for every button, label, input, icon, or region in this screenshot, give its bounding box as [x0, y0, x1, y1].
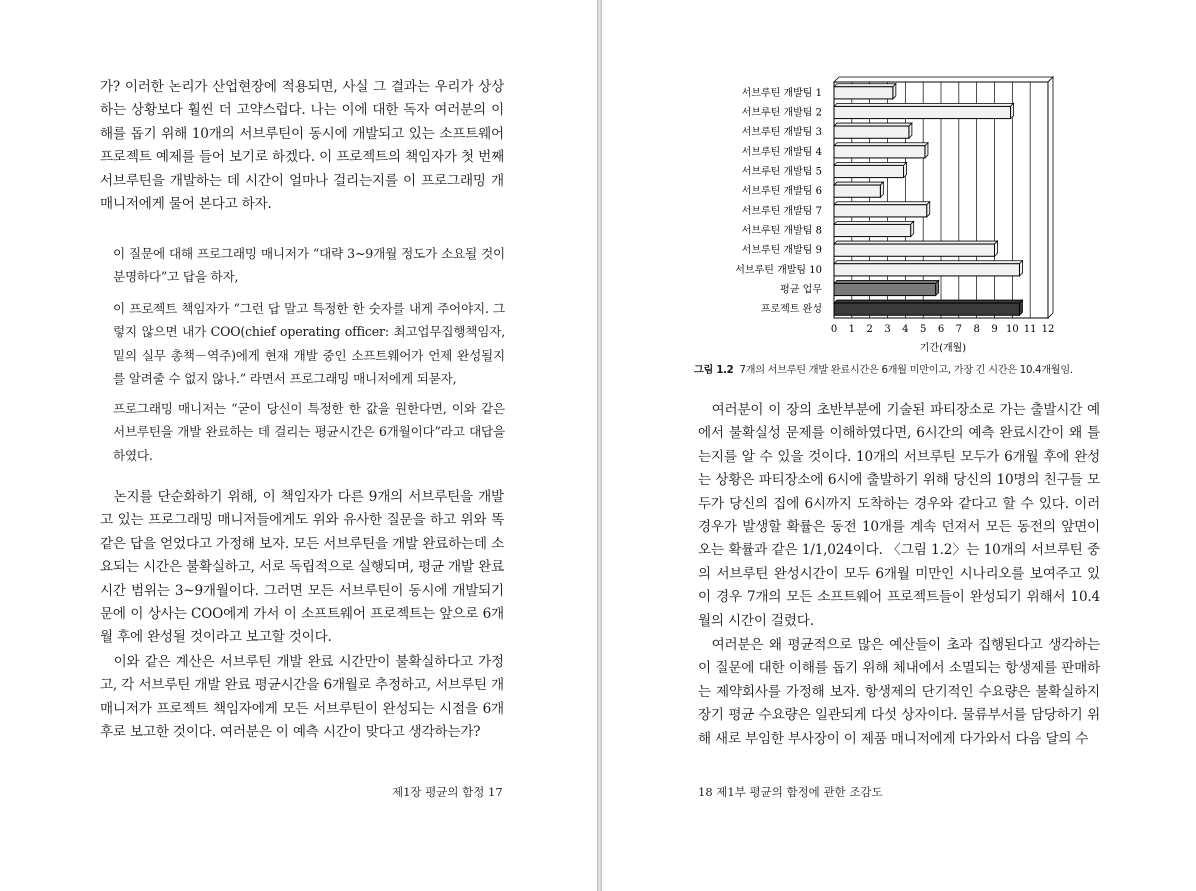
text-line: 는지를 알 수 있을 것이다. 10개의 서브루틴 모두가 6개월 후에 완성	[698, 448, 1100, 465]
x-tick-label: 4	[902, 324, 909, 335]
y-category-label: 프로젝트 완성	[760, 304, 822, 316]
x-tick-label: 10	[1005, 324, 1019, 335]
x-tick-label: 1	[848, 324, 856, 335]
y-category-label: 서브루틴 개발팀 8	[741, 225, 822, 237]
y-category-label: 서브루틴 개발팀 9	[741, 245, 822, 257]
text-line: 논지를 단순화하기 위해, 이 책임자가 다른 9개의 서브루틴을 개발	[113, 489, 504, 505]
text-line: 이 경우 7개의 모든 소프트웨어 프로젝트들이 완성되기 위해서 10.4	[698, 589, 1100, 606]
text-line: 같은 답을 얻었다고 가정해 보자. 모든 서브루틴을 개발 완료하는데 소	[100, 535, 504, 552]
bar	[834, 244, 995, 256]
text-line: 해를 돕기 위해 10개의 서브루틴이 동시에 개발되고 있는 소프트웨어	[100, 125, 504, 142]
text-line: 여러분이 이 장의 초반부분에 기술된 파티장소로 가는 출발시간 예	[711, 402, 1100, 418]
x-tick-label: 9	[991, 324, 998, 335]
x-tick-label: 7	[955, 324, 963, 335]
text-line: 분명하다”고 답을 하자,	[113, 269, 239, 285]
text-line: 해 새로 부임한 부사장이 이 제품 매니저에게 다가와서 다음 달의 수	[698, 730, 1089, 747]
x-tick-label: 3	[884, 324, 891, 335]
x-tick-label: 6	[937, 324, 945, 335]
left-paragraph-3	[100, 651, 504, 745]
y-category-label: 서브루틴 개발팀 6	[741, 186, 822, 198]
x-tick-label: 0	[830, 324, 838, 335]
x-tick-label: 11	[1023, 324, 1037, 335]
text-line: 매니저에게 물어 본다고 하자.	[100, 195, 272, 212]
text-line: 후로 보고한 것이다. 여러분은 이 예측 시간이 맞다고 생각하는가?	[100, 724, 481, 741]
bar	[834, 146, 925, 158]
text-line: 문에 이 상사는 COO에게 가서 이 소프트웨어 프로젝트는 앞으로 6개	[100, 605, 504, 622]
chart-side-wall	[1048, 77, 1053, 318]
left-page-footer: 제1장 평균의 함정 17	[392, 785, 503, 799]
text-line: 에서 불확실성 문제를 이해하였다면, 6시간의 예측 완료시간이 왜 틀	[698, 425, 1100, 442]
y-category-label: 서브루틴 개발팀 3	[741, 127, 822, 139]
text-line: 장기 평균 수요량은 일관되게 다섯 상자이다. 물류부서를 담당하기 위	[698, 707, 1100, 724]
text-line: 이 질문에 대한 이해를 돕기 위해 체내에서 소멸되는 항생제를 판매하	[698, 660, 1100, 677]
text-line: 시간 범위는 3~9개월이다. 그러면 모든 서브루틴이 동시에 개발되기	[100, 582, 504, 599]
figure-caption	[694, 361, 1114, 376]
text-line: 프로그래밍 매니저는 “굳이 당신이 특정한 한 값을 원한다면, 이와 같은	[113, 401, 505, 416]
text-line: 두가 당신의 집에 6시까지 도착하는 경우와 같다고 할 수 있다. 이러	[698, 495, 1100, 512]
bar	[834, 126, 909, 138]
text-line: 하였다.	[113, 447, 153, 463]
text-line: 고 있는 프로그래밍 매니저들에게도 위와 유사한 질문을 하고 위와 똑	[100, 512, 504, 529]
x-tick-label: 8	[973, 324, 980, 335]
left-quote-3	[113, 397, 505, 467]
bar	[834, 185, 880, 197]
text-line: 밑의 실무 총책－역주)에게 현재 개발 중인 소프트웨어가 언제 완성될지	[113, 347, 505, 363]
left-quote-1	[113, 242, 505, 289]
text-line: 하는 상황보다 훨씬 더 고약스럽다. 나는 이에 대한 독자 여러분의 이	[100, 102, 504, 119]
y-category-label: 서브루틴 개발팀 5	[741, 166, 822, 178]
figure-caption-label: 그림 1.2	[694, 365, 734, 376]
left-paragraph-2	[100, 486, 504, 650]
chart-top-wall	[834, 77, 1053, 82]
x-tick-label: 12	[1041, 324, 1055, 335]
subroutine-completion-chart	[725, 76, 1065, 358]
text-line: 이 프로젝트 책임자가 “그런 답 말고 특정한 한 숫자를 내게 주어야지. 그	[113, 301, 505, 316]
bar	[834, 303, 1019, 315]
text-line: 프로젝트 예제를 들어 보기로 하겠다. 이 프로젝트의 책임자가 첫 번째	[100, 149, 504, 166]
text-line: 의 서브루틴 완성시간이 모두 6개월 미만인 시나리오를 보여주고 있	[698, 565, 1100, 582]
right-paragraph-2	[698, 634, 1100, 751]
text-line: 가? 이러한 논리가 산업현장에 적용되면, 사실 그 결과는 우리가 상상	[100, 79, 504, 95]
y-category-label: 서브루틴 개발팀 1	[741, 87, 822, 99]
figure-caption-text: 7개의 서브루틴 개발 완료시간은 6개월 미만이고, 가장 긴 시간은 10.4개월임.	[739, 365, 1073, 376]
bar	[834, 165, 904, 177]
bar	[834, 205, 927, 217]
text-line: 오는 확률과 같은 1/1,024이다. 〈그림 1.2〉는 10개의 서브루틴 중	[698, 542, 1100, 559]
bar	[834, 264, 1019, 276]
text-line: 는 제약회사를 가정해 보자. 항생제의 단기적인 수요량은 불확실하지	[698, 683, 1100, 700]
text-line: 이 질문에 대해 프로그래밍 매니저가 “대략 3~9개월 정도가 소요될 것이	[113, 246, 505, 261]
text-line: 서브루틴을 개발하는 데 시간이 얼마나 걸리는지를 이 프로그래밍 개	[100, 172, 504, 189]
text-line: 이와 같은 계산은 서브루틴 개발 완료 시간만이 불확실하다고 가정	[113, 654, 504, 670]
text-line: 여러분은 왜 평균적으로 많은 예산들이 초과 집행된다고 생각하는	[711, 637, 1100, 653]
text-line: 렇지 않으면 내가 COO(chief operating officer: 최고업무집행책임자,	[113, 324, 505, 340]
bar	[834, 224, 911, 236]
bar	[834, 106, 1011, 118]
right-page-footer: 18 제1부 평균의 함정에 관한 조감도	[698, 785, 883, 799]
bar	[834, 87, 893, 99]
x-tick-label: 5	[919, 324, 927, 335]
y-category-label: 서브루틴 개발팀 2	[741, 107, 822, 119]
left-quote-2	[113, 297, 505, 391]
left-page	[0, 0, 597, 891]
text-line: 요되는 시간은 불확실하고, 서로 독립적으로 실행되며, 평균 개발 완료	[100, 559, 504, 576]
text-line: 서브루틴을 개발 완료하는 데 걸리는 평균시간은 6개월이다”라고 대답을	[113, 424, 505, 440]
y-category-label: 서브루틴 개발팀 4	[741, 146, 822, 158]
text-line: 고, 각 서브루틴 개발 완료 평균시간을 6개월로 추정하고, 서브루틴 개	[100, 677, 504, 694]
y-category-label: 서브루틴 개발팀 7	[741, 205, 822, 217]
y-category-label: 평균 업무	[780, 284, 822, 296]
y-category-label: 서브루틴 개발팀 10	[735, 264, 822, 276]
x-tick-label: 2	[866, 324, 873, 335]
text-line: 는 상황은 파티장소에 6시에 출발하기 위해 당신의 10명의 친구들 모	[698, 472, 1100, 489]
left-paragraph-1	[100, 76, 504, 216]
text-line: 월 후에 완성될 것이라고 보고할 것이다.	[100, 629, 332, 646]
bar	[834, 283, 936, 295]
text-line: 를 알려줄 수 없지 않나.” 라면서 프로그래밍 매니저에게 되묻자,	[113, 371, 457, 387]
text-line: 월의 시간이 걸렸다.	[698, 612, 814, 629]
text-line: 매니저가 프로젝트 책임자에게 모든 서브루틴이 완성되는 시점을 6개	[100, 700, 504, 717]
x-axis-label: 기간(개월)	[919, 343, 967, 354]
right-paragraph-1	[698, 399, 1100, 633]
text-line: 경우가 발생할 확률은 동전 10개를 계속 던져서 모든 동전의 앞면이	[698, 518, 1100, 535]
